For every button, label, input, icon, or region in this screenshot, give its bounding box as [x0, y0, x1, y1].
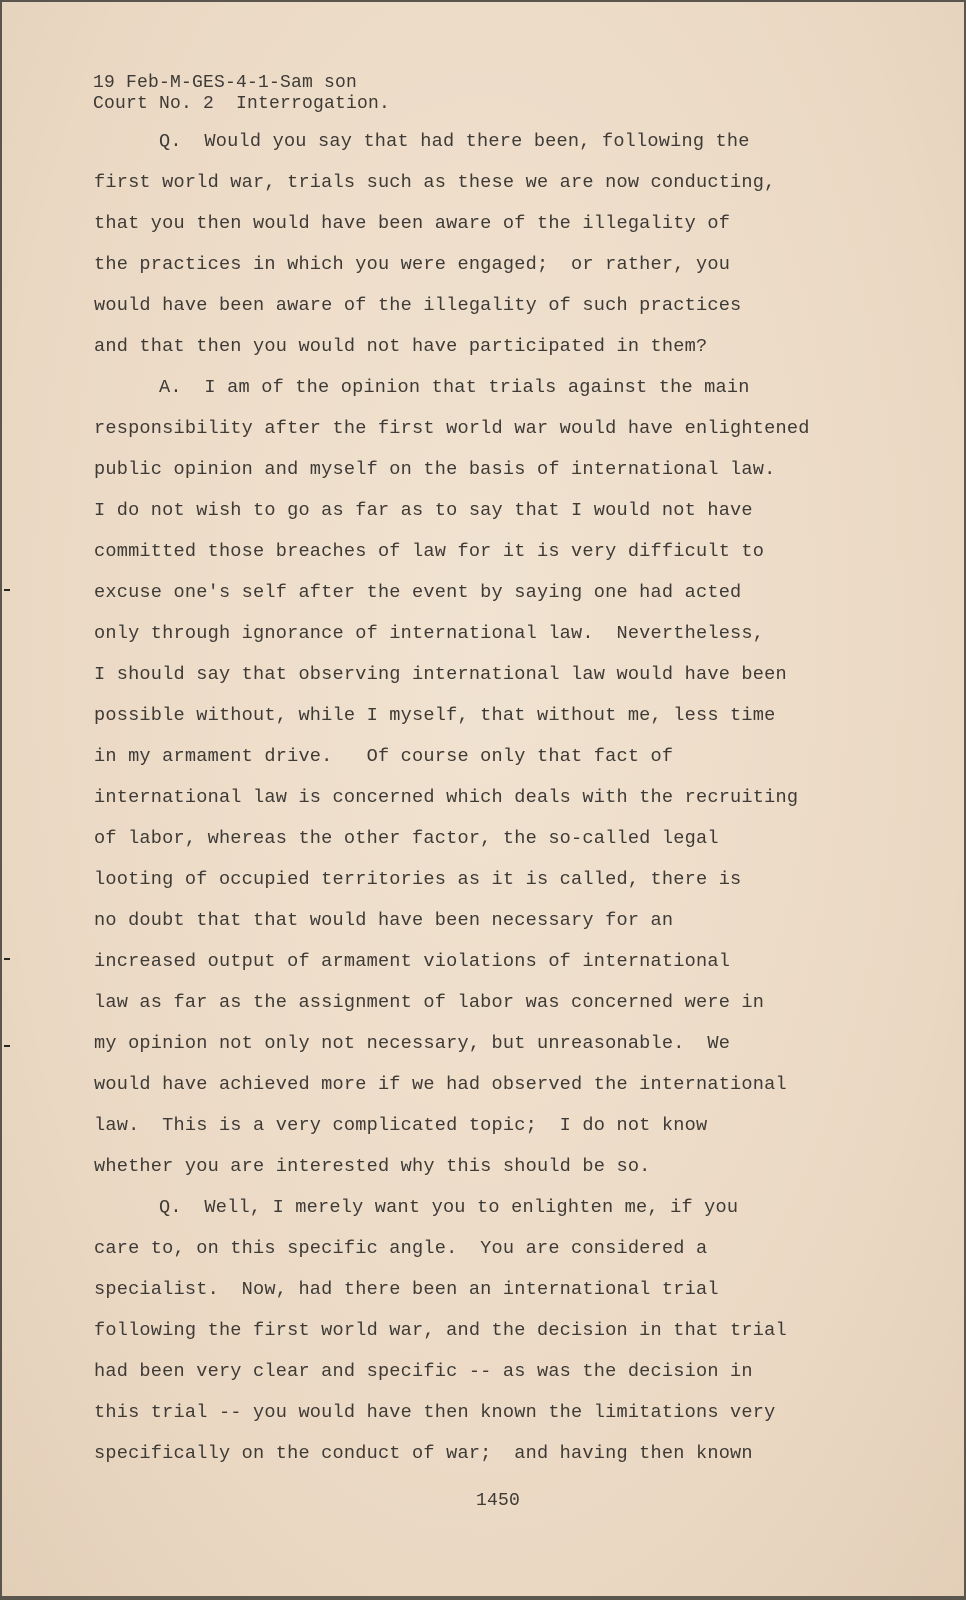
body-line: law as far as the assignment of labor was concerned were in [94, 992, 765, 1013]
body-line: public opinion and myself on the basis of international law. [94, 459, 776, 480]
header-line-2: Court No. 2 Interrogation. [93, 94, 391, 114]
body-line: my opinion not only not necessary, but unreasonable. We [94, 1033, 731, 1054]
body-line: that you then would have been aware of the illegality of [94, 213, 731, 234]
body-line: only through ignorance of international law. Nevertheless, [94, 623, 765, 644]
body-line: first world war, trials such as these we are now conducting, [94, 172, 776, 193]
body-line: I do not wish to go as far as to say that I would not have [94, 500, 753, 521]
body-line: committed those breaches of law for it is very difficult to [94, 541, 765, 562]
body-line: I should say that observing international law would have been [94, 664, 787, 685]
body-line: excuse one's self after the event by saying one had acted [94, 582, 742, 603]
body-line: specialist. Now, had there been an international trial [94, 1279, 719, 1300]
body-line: in my armament drive. Of course only that fact of [94, 746, 674, 767]
body-line: specifically on the conduct of war; and having then known [94, 1443, 753, 1464]
margin-mark [4, 589, 10, 591]
body-line: care to, on this specific angle. You are considered a [94, 1238, 708, 1259]
body-line: responsibility after the first world war would have enlightened [94, 418, 810, 439]
body-line: Q. Would you say that had there been, following the [159, 131, 750, 152]
body-line: whether you are interested why this should be so. [94, 1156, 651, 1177]
body-line: this trial -- you would have then known the limitations very [94, 1402, 776, 1423]
body-line: no doubt that that would have been necessary for an [94, 910, 674, 931]
margin-mark [4, 1045, 10, 1047]
page-number: 1450 [476, 1491, 521, 1511]
margin-mark [4, 958, 10, 960]
header-line-1: 19 Feb-M-GES-4-1-Sam son [93, 73, 358, 93]
body-line: international law is concerned which deals with the recruiting [94, 787, 799, 808]
body-line: Q. Well, I merely want you to enlighten me, if you [159, 1197, 739, 1218]
body-line: of labor, whereas the other factor, the so-called legal [94, 828, 719, 849]
body-line: and that then you would not have participated in them? [94, 336, 708, 357]
body-line: would have achieved more if we had observed the international [94, 1074, 787, 1095]
typed-text [2, 2, 964, 1596]
body-line: A. I am of the opinion that trials against the main [159, 377, 750, 398]
body-line: had been very clear and specific -- as was the decision in [94, 1361, 753, 1382]
body-line: law. This is a very complicated topic; I do not know [94, 1115, 708, 1136]
body-line: would have been aware of the illegality of such practices [94, 295, 742, 316]
body-line: looting of occupied territories as it is called, there is [94, 869, 742, 890]
body-line: the practices in which you were engaged; or rather, you [94, 254, 731, 275]
document-page [2, 2, 964, 1596]
body-line: possible without, while I myself, that without me, less time [94, 705, 776, 726]
body-line: following the first world war, and the decision in that trial [94, 1320, 787, 1341]
body-line: increased output of armament violations of international [94, 951, 731, 972]
